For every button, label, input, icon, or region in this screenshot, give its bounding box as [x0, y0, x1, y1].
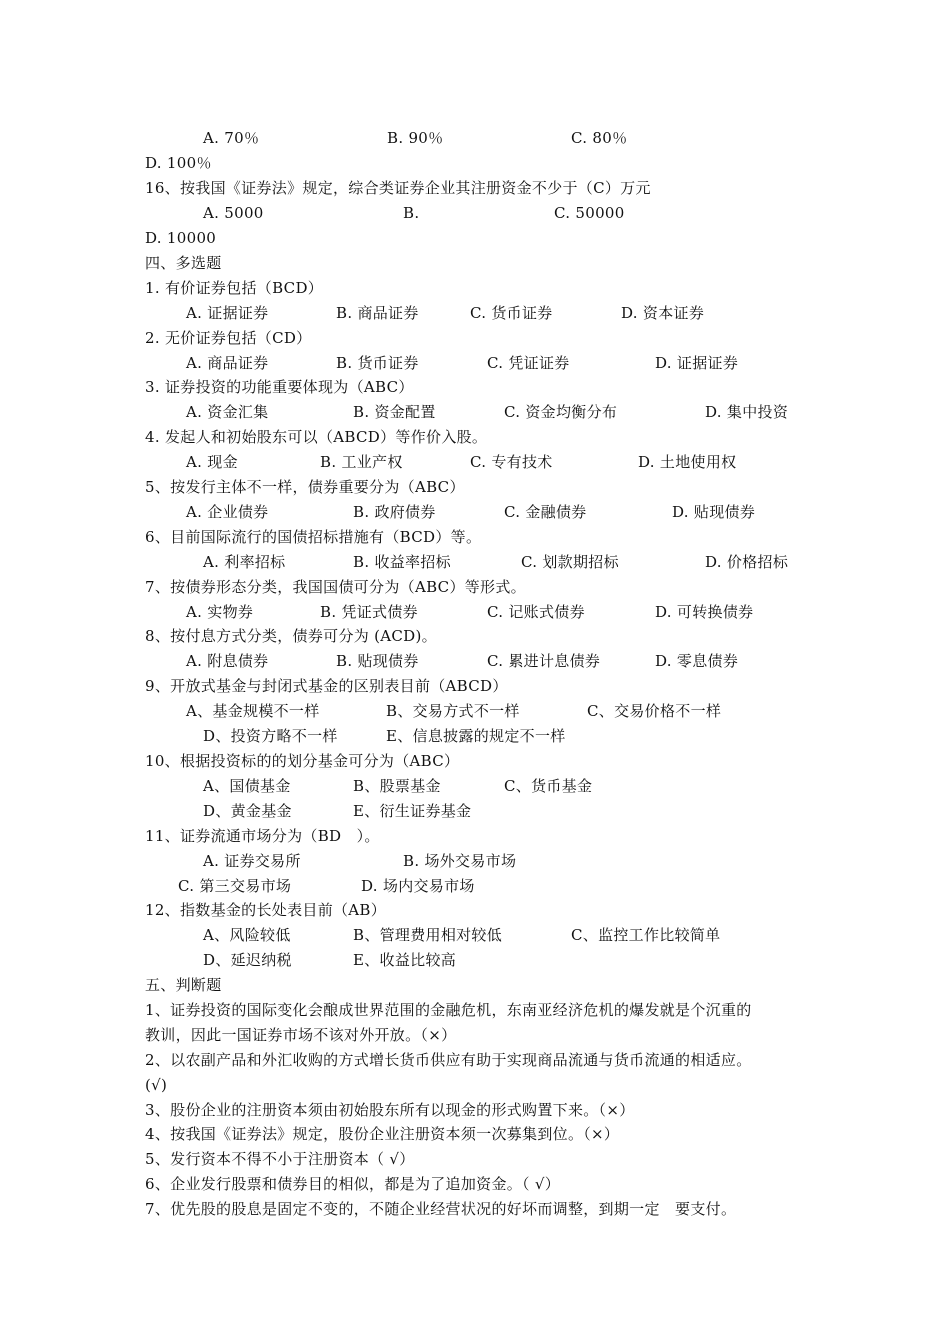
mc-option: D. 证据证券 [655, 354, 739, 372]
tf-item: (√) [145, 1076, 168, 1094]
mc-question-stem: 6、目前国际流行的国债招标措施有（BCD）等。 [145, 528, 482, 546]
mc-question-stem: 8、按付息方式分类，债券可分为 (ACD)。 [145, 627, 437, 645]
mc-question-stem: 11、证券流通市场分为（BD ）。 [145, 827, 380, 845]
mc-option: B. 货币证券 [336, 354, 419, 372]
mc-option: A. 商品证券 [186, 354, 269, 372]
mc-option: D. 可转换债券 [655, 603, 754, 621]
mc-question-stem: 12、指数基金的长处表目前（AB） [145, 901, 387, 919]
q15-option-a: A. 70％ [203, 129, 260, 147]
mc-option: B. 贴现债券 [336, 652, 419, 670]
mc-option: C. 资金均衡分布 [504, 403, 618, 421]
mc-question-stem: 1. 有价证券包括（BCD） [145, 279, 324, 297]
mc-option: A. 附息债券 [186, 652, 269, 670]
q16-stem: 16、按我国《证券法》规定，综合类证券企业其注册资金不少于（C）万元 [145, 179, 651, 197]
mc-question-stem: 5、按发行主体不一样，债券重要分为（ABC） [145, 478, 465, 496]
mc-option: D、黄金基金 [203, 802, 292, 820]
mc-option: A. 企业债券 [186, 503, 269, 521]
tf-item: 教训，因此一国证券市场不该对外开放。（×） [145, 1026, 457, 1044]
section-title-multiple-choice: 四、多选题 [145, 254, 222, 272]
mc-option: D. 价格招标 [705, 553, 789, 571]
mc-option: C. 划款期招标 [521, 553, 619, 571]
mc-option: B. 工业产权 [320, 453, 403, 471]
mc-option: B. 场外交易市场 [403, 852, 517, 870]
mc-option: E、信息披露的规定不一样 [386, 727, 566, 745]
mc-option: B. 政府债券 [353, 503, 436, 521]
mc-option: A. 利率招标 [203, 553, 286, 571]
mc-option: B、管理费用相对较低 [353, 926, 503, 944]
mc-question-stem: 3. 证券投资的功能重要体现为（ABC） [145, 378, 414, 396]
mc-option: C、交易价格不一样 [587, 702, 722, 720]
section-title-true-false: 五、判断题 [145, 976, 222, 994]
mc-option: C. 第三交易市场 [178, 877, 292, 895]
mc-option: A、国债基金 [203, 777, 291, 795]
mc-option: B、交易方式不一样 [386, 702, 520, 720]
mc-question-stem: 2. 无价证券包括（CD） [145, 329, 312, 347]
mc-option: C、监控工作比较简单 [571, 926, 721, 944]
mc-option: B. 资金配置 [353, 403, 436, 421]
mc-question-stem: 4. 发起人和初始股东可以（ABCD）等作价入股。 [145, 428, 488, 446]
mc-option: B. 商品证券 [336, 304, 419, 322]
tf-item: 3、股份企业的注册资本须由初始股东所有以现金的形式购置下来。（×） [145, 1101, 635, 1119]
tf-item: 1、证券投资的国际变化会酿成世界范围的金融危机，东南亚经济危机的爆发就是个沉重的 [145, 1001, 752, 1019]
q16-option-a: A. 5000 [203, 204, 264, 222]
mc-option: C、货币基金 [504, 777, 593, 795]
mc-option: E、衍生证券基金 [353, 802, 472, 820]
mc-option: A. 实物券 [186, 603, 254, 621]
mc-option: C. 货币证券 [470, 304, 553, 322]
mc-option: B. 凭证式债券 [320, 603, 418, 621]
mc-option: D、投资方略不一样 [203, 727, 338, 745]
mc-option: A. 资金汇集 [186, 403, 269, 421]
q16-option-d: D. 10000 [145, 229, 217, 247]
tf-item: 4、按我国《证券法》规定，股份企业注册资本须一次募集到位。（×） [145, 1125, 620, 1143]
mc-option: A. 证券交易所 [203, 852, 301, 870]
mc-option: D、延迟纳税 [203, 951, 292, 969]
mc-option: C. 凭证证券 [487, 354, 570, 372]
q16-option-c: C. 50000 [554, 204, 625, 222]
mc-option: E、收益比较高 [353, 951, 457, 969]
mc-question-stem: 9、开放式基金与封闭式基金的区别表目前（ABCD） [145, 677, 508, 695]
mc-option: D. 场内交易市场 [361, 877, 475, 895]
mc-option: B、股票基金 [353, 777, 441, 795]
mc-option: D. 土地使用权 [638, 453, 737, 471]
mc-question-stem: 7、按债券形态分类，我国国债可分为（ABC）等形式。 [145, 578, 526, 596]
mc-option: A. 证据证券 [186, 304, 269, 322]
mc-option: B. 收益率招标 [353, 553, 451, 571]
tf-item: 5、发行资本不得不小于注册资本（ √） [145, 1150, 415, 1168]
mc-option: A、风险较低 [203, 926, 291, 944]
mc-option: D. 集中投资 [705, 403, 789, 421]
tf-item: 2、以农副产品和外汇收购的方式增长货币供应有助于实现商品流通与货币流通的相适应。 [145, 1051, 752, 1069]
q15-option-c: C. 80％ [571, 129, 628, 147]
q16-option-b: B. [403, 204, 420, 222]
tf-item: 7、优先股的股息是固定不变的，不随企业经营状况的好坏而调整，到期一定 要支付。 [145, 1200, 737, 1218]
q15-option-d: D. 100％ [145, 154, 212, 172]
mc-option: A、基金规模不一样 [186, 702, 320, 720]
tf-item: 6、企业发行股票和债券目的相似，都是为了追加资金。（ √） [145, 1175, 561, 1193]
mc-option: C. 专有技术 [470, 453, 553, 471]
q15-option-b: B. 90％ [387, 129, 444, 147]
mc-option: C. 累进计息债券 [487, 652, 601, 670]
mc-option: D. 零息债券 [655, 652, 739, 670]
mc-option: D. 贴现债券 [672, 503, 756, 521]
mc-option: C. 金融债券 [504, 503, 587, 521]
mc-option: C. 记账式债券 [487, 603, 585, 621]
mc-option: D. 资本证券 [621, 304, 705, 322]
mc-question-stem: 10、根据投资标的的划分基金可分为（ABC） [145, 752, 460, 770]
mc-option: A. 现金 [186, 453, 238, 471]
